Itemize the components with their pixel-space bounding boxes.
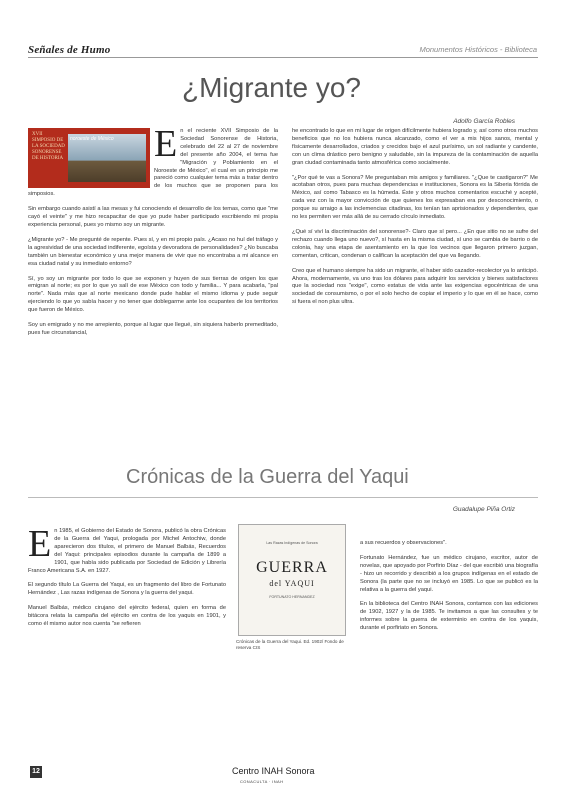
paragraph: Manuel Balbás, médico cirujano del ejército federal, quien en forma de bitácora relata la campaña del ejército en contra de los yaquis en 1901, y como él mismo autor nos cuenta "se refieren	[28, 605, 226, 628]
paragraph: Fortunato Hernández, fue un médico cirujano, escritor, autor de novelas, que apoyado por Porfirio Díaz - del que escribió una biografía - hizo un recorrido y describió a los grupos indígenas en el estado de Sonora (la parte que no se incluyó en 1985. Lo que se publicó es la relativa a la guerra del yaqui.	[360, 554, 539, 593]
paragraph: Sí, yo soy un migrante por todo lo que se exponen y huyen de sus tierras de origen los que emigran al norte; es por lo que yo salí de ese México con todo y familia... Y para acabarla, "pal norte". Nada más que al norte mexicano donde pude hablar el mismo idioma y pude seguir ejerciendo lo que yo sabía hacer y no tener que doblegarme ante los ocupantes de los territorios que fueron de México.	[28, 275, 278, 314]
paragraph: "¿Por qué te vas a Sonora? Me preguntaban mis amigos y familiares. "¿Que te castigaron?" Me acotaban otros, pues para muchas dependencias e instituciones, Sonora es la Siberia fórrida de México, así como Tabasco es la húmeda. Éste y otros muchos comentarios escuché y acepté, cada vez con la mayor convicción de que quienes los expresaban era por desconocimiento, o porque su arraigo a las inclemencias citadinas, los tenían tan aprisionados y dependientes, que no les permiten ver más allá de su cerrado círculo inmediato.	[292, 174, 538, 221]
article-title: ¿Migrante yo?	[182, 72, 361, 103]
book-author: FORTUNATO HERNANDEZ	[269, 595, 315, 599]
paragraph: El segundo título La Guerra del Yaqui, es un fragmento del libro de Fortunato Hernández , Las razas indígenas de Sonora y la guerra del yaqui.	[28, 582, 226, 597]
paragraph: ¿Migrante yo? - Me pregunté de repente. Pues sí, y en mi propio país. ¿Acaso no huí del tráfago y la agresividad de una sociedad indiferente, egoísta y devoradora de personalidades? ¿No buscaba también un bienestar económico y una mejor manera de vivir que no encontraba a mi alcance en esa ciudad natal y su inmediato entorno?	[28, 236, 278, 267]
article2-rule	[28, 497, 538, 498]
magazine-logo: Señales de Humo	[28, 44, 111, 56]
article2-author: Guadalupe Piña Ortiz	[452, 506, 515, 513]
footer-logo: Centro INAH Sonora	[232, 766, 315, 776]
article2-column-right	[360, 540, 538, 640]
paragraph: ¿Qué sí viví la discriminación del sonorense?- Claro que sí pero... ¿En que sitio no se sufre del rechazo cuando llega uno nuevo?, sí hasta en la misma ciudad, sí uno se cambia de barrio o de colonia, hay una etapa de asentamiento en la que los vecinos que llegaron primero juzgan, comentan, critican, condenan o califican la aceptación del que va llegando.	[292, 228, 538, 259]
paragraph: Sin embargo cuando asistí a las mesas y fui conociendo el desarrollo de los temas, como que "me cayó el veinte" y me hizo recapacitar de que yo pude haber participado escribiendo mi propia experiencia personal, pues yo mismo soy un migrante.	[28, 206, 278, 228]
article2-column-left	[28, 523, 226, 636]
book-title-line: del YAQUI	[269, 579, 315, 588]
article1-column-left	[28, 123, 278, 345]
article2-title: Crónicas de la Guerra del Yaqui	[126, 466, 409, 488]
paragraph: he encontrado lo que en mi lugar de origen difícilmente hubiera logrado y, así como otros muchos beneficios que no los hubiera nunca alcanzado, como el ver a mis hijos sanos, mental y físicamente desarrollados, criados y crecidos bajo el azul purísimo, un sol radiante y candente, con un clima drástico pero benigno y saludable, sin la impureza de la contaminación de aquella gran ciudad contaminada tanto atmosférica como socialmente.	[292, 128, 538, 166]
article-author: Adolfo García Robles	[453, 118, 515, 125]
paragraph: n el reciente XVII Simposio de la Sociedad Sonorense de Historia, celebrado del 22 al 27 de noviembre del presente año 2004, el tema fue "Migración y Poblamiento en el Noroeste de México", el cual en un principio me pareció como cualquier tema más a tratar dentro de los muchos que se proponen para los simposios.	[28, 128, 278, 198]
dropcap: E	[28, 523, 52, 565]
dropcap: E	[154, 123, 178, 165]
paragraph: En la biblioteca del Centro INAH Sonora, contamos con las ediciones de 1902, 1927 y la de 1985. Te invitamos a que las consultes y te informes sobre la guerra de exterminio en contra de los yaquis, durante el porfiriato en Sonora.	[360, 601, 538, 632]
page-number: 12	[30, 766, 42, 778]
book-subtitle: Las Razas Indígenas de Sonora	[266, 541, 318, 545]
footer-sublogo: CONACULTA · INAH	[240, 779, 284, 784]
poster-title: noroeste de México	[70, 136, 114, 142]
poster-header: XVII SIMPOSIO DE LA SOCIEDAD SONORENSE DE HISTORIA	[32, 132, 65, 161]
section-label: Monumentos Históricos - Biblioteca	[419, 45, 537, 54]
paragraph: n 1985, el Gobierno del Estado de Sonora, publicó la obra Crónicas de la Guerra del Yaqui, prologada por Michel Antochiw, donde aparecieron dos títulos, el primero de Manuel Balbás, Recuerdos del Yaqui: principales episodios durante la campaña de 1899 a 1901, que había sido publicada por Sociedad de Edición y Librería Franco Americana S.A. en 1927.	[28, 528, 226, 574]
book-title-word: GUERRA	[256, 559, 328, 576]
paragraph: Soy un emigrado y no me arrepiento, porque al lugar que llegué, sin siquiera haberlo premeditado, pues fue circunstancial,	[28, 322, 278, 336]
article1-column-right	[292, 128, 538, 314]
book-caption: Crónicas de la Guerra del Yaqui. Ed. 1902/ Fondo de reserva CIS	[236, 639, 344, 650]
book-cover-image	[238, 524, 346, 636]
header-rule	[28, 57, 538, 58]
paragraph: Creo que el humano siempre ha sido un migrante, el haber sido cazador-recolector ya lo anticipó. Ahora, modernamente, va uno tras los dólares para adquirir los servicios y bienes satisfactores que la sociedad nos "exige", como estatus de vida ante las exigencias egocéntricas de una sociedad de consumismo, o por el solo hecho de copiar el imperio y lo que en él se hace, como si fuera el non plus ultra.	[292, 267, 538, 306]
paragraph: a sus recuerdos y observaciones".	[360, 540, 447, 546]
